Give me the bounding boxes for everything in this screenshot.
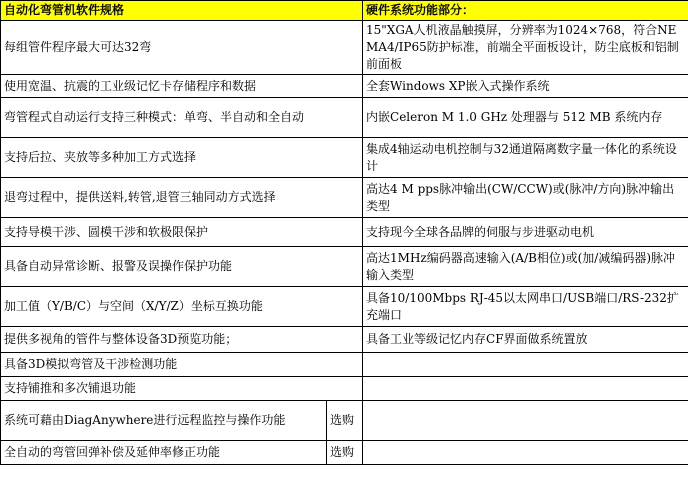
hardware-feature	[363, 441, 688, 465]
software-feature: 支持后拉、夹放等多种加工方式选择	[1, 138, 363, 178]
software-feature: 弯管程式自动运行支持三种模式：单弯、半自动和全自动	[1, 98, 363, 138]
hardware-feature: 集成4轴运动电机控制与32通道隔离数字量一体化的系统设计	[363, 138, 688, 178]
table-row	[1, 75, 688, 98]
software-feature: 系统可藉由DiagAnywhere进行远程监控与操作功能	[1, 401, 327, 441]
software-feature: 提供多视角的管件与整体设备3D预览功能；	[1, 327, 363, 353]
optional-note: 选购	[327, 441, 363, 465]
table-row	[1, 287, 688, 327]
optional-note: 选购	[327, 401, 363, 441]
hardware-feature: 具备工业等级记忆内存CF界面做系统置放	[363, 327, 688, 353]
software-feature: 加工值（Y/B/C）与空间（X/Y/Z）坐标互换功能	[1, 287, 363, 327]
hardware-feature: 具备10/100Mbps RJ-45以太网串口/USB端口/RS-232扩充端口	[363, 287, 688, 327]
table-row	[1, 327, 688, 353]
table-row	[1, 353, 688, 377]
table-row	[1, 138, 688, 178]
table-row	[1, 247, 688, 287]
table-row	[1, 178, 688, 218]
table-row	[1, 218, 688, 247]
software-feature: 支持铺推和多次铺退功能	[1, 377, 363, 401]
hardware-feature: 高达4 M pps脉冲输出(CW/CCW)或(脉冲/方向)脉冲输出类型	[363, 178, 688, 218]
software-feature: 具备3D模拟弯管及干涉检测功能	[1, 353, 363, 377]
hardware-feature: 15"XGA人机液晶触摸屏，分辨率为1024×768，符合NEMA4/IP65防护标准，前端全平面板设计，防尘底板和铝制前面板	[363, 21, 688, 75]
software-spec-header: 自动化弯管机软件规格	[1, 1, 363, 21]
software-feature: 全自动的弯管回弹补偿及延伸率修正功能	[1, 441, 327, 465]
table-row	[1, 377, 688, 401]
hardware-feature: 全套Windows XP嵌入式操作系统	[363, 75, 688, 98]
hardware-feature	[363, 401, 688, 441]
hardware-spec-header: 硬件系统功能部分：	[363, 1, 688, 21]
software-feature: 退弯过程中，提供送料,转管,退管三轴同动方式选择	[1, 178, 363, 218]
header-row	[1, 1, 688, 21]
hardware-feature	[363, 377, 688, 401]
hardware-feature: 支持现今全球各品牌的伺服与步进驱动电机	[363, 218, 688, 247]
hardware-feature: 高达1MHz编码器高速输入(A/B相位)或(加/减编码器)脉冲输入类型	[363, 247, 688, 287]
software-feature: 支持导模干涉、圆模干涉和软极限保护	[1, 218, 363, 247]
table-row	[1, 21, 688, 75]
table-row	[1, 441, 688, 465]
software-feature: 具备自动异常诊断、报警及误操作保护功能	[1, 247, 363, 287]
hardware-feature	[363, 353, 688, 377]
hardware-feature: 内嵌Celeron M 1.0 GHz 处理器与 512 MB 系统内存	[363, 98, 688, 138]
software-feature: 使用宽温、抗震的工业级记忆卡存储程序和数据	[1, 75, 363, 98]
table-row	[1, 401, 688, 441]
table-row	[1, 98, 688, 138]
software-feature: 每组管件程序最大可达32弯	[1, 21, 363, 75]
